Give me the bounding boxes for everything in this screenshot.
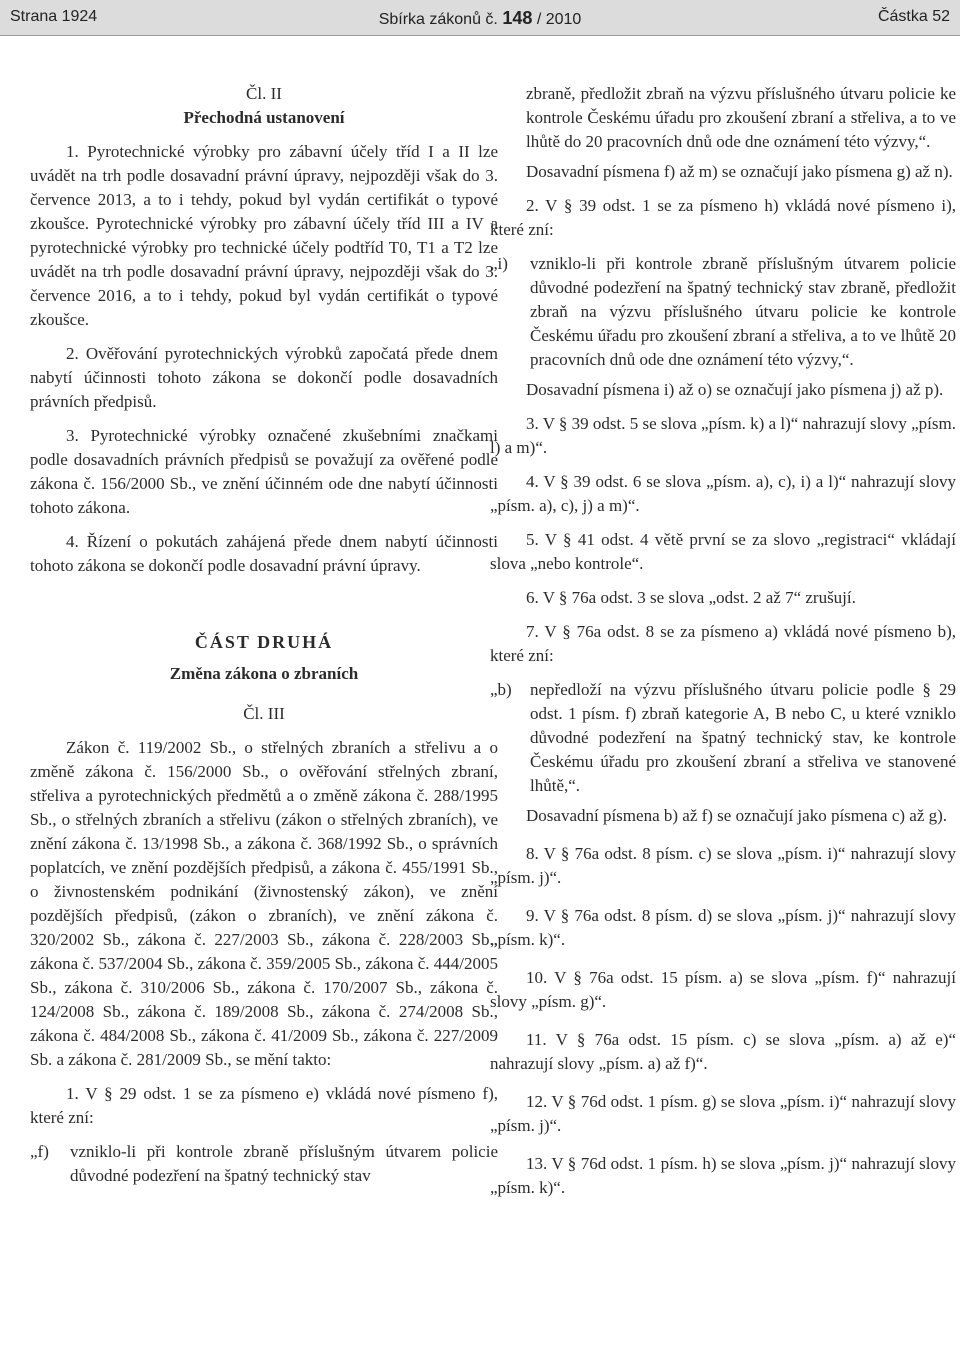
list-item-label: „b) xyxy=(490,680,512,699)
list-item-f xyxy=(30,1140,498,1188)
page-header xyxy=(0,0,960,36)
paragraph-r13: 8. V § 76a odst. 8 písm. c) se slova „písm. i)“ nahrazují slovy „písm. j)“. xyxy=(490,844,956,887)
paragraph-3: 3. Pyrotechnické výrobky označené zkušebními značkami podle dosavadních právních předpisů se považují za ověřené podle zákona č. 156/2000 Sb., ve znění účinném ode dne nabytí účinnosti tohoto zákona. xyxy=(30,426,498,517)
paragraph-1: 1. Pyrotechnické výrobky pro zábavní účely tříd I a II lze uvádět na trh podle dosavadní právní úpravy, nejpozději však do 3. července 2013, a to i tehdy, pokud byl vydán certifikát o typové zkoušce. Pyrotechnické výrobky pro zábavní účely tříd III a IV a pyrotechnické výrobky pro technické účely podtříd T0, T1 a T2 lze uvádět na trh podle dosavadní právní úpravy, nejpozději však do 3. července 2016, a to i tehdy, pokud byl vydán certifikát o typové zkoušce. xyxy=(30,142,498,329)
part-title: Změna zákona o zbraních xyxy=(169,664,359,683)
paragraph-r2: Dosavadní písmena f) až m) se označují jako písmena g) až n). xyxy=(526,162,953,181)
list-item-b xyxy=(490,678,956,798)
paragraph-r8: 5. V § 41 odst. 4 větě první se za slovo „registraci“ vkládají slova „nebo kontrole“. xyxy=(490,530,956,573)
list-item-text: vzniklo-li při kontrole zbraně příslušným útvarem policie důvodné podezření na špatný technický stav zbraně, předložit zbraň na výzvu příslušného útvaru policie ke kontrole Českému úřadu pro zkoušení zbraní a střeliva, a to ve lhůtě 20 pracovních dnů ode dne oznámení této výzvy,“. xyxy=(530,254,956,369)
paragraph-r16: 11. V § 76a odst. 15 písm. c) se slova „písm. a) až e)“ nahrazují slovy „písm. a) až f)“. xyxy=(490,1030,956,1073)
header-collection-number: 148 xyxy=(502,8,533,28)
paragraph-r10: 7. V § 76a odst. 8 se za písmeno a) vkládá nové písmeno b), které zní: xyxy=(490,622,956,665)
paragraph-r5: Dosavadní písmena i) až o) se označují jako písmena j) až p). xyxy=(526,380,944,399)
paragraph-4: 4. Řízení o pokutách zahájená přede dnem nabytí účinnosti tohoto zákona se dokončí podle dosavadní právní úpravy. xyxy=(30,532,498,575)
header-page-number: Strana 1924 xyxy=(10,8,98,25)
paragraph-r7: 4. V § 39 odst. 6 se slova „písm. a), c), i) a l)“ nahrazují slovy „písm. a), c), j) a m)“. xyxy=(490,472,956,515)
list-item-f-continued: zbraně, předložit zbraň na výzvu příslušného útvaru policie ke kontrole Českému úřadu pro zkoušení zbraní a střeliva, a to ve lhůtě do 20 pracovních dnů ode dne oznámení této výzvy,“. xyxy=(526,84,956,151)
header-collection xyxy=(0,8,960,29)
header-collection-year: / 2010 xyxy=(536,11,582,28)
list-item-i xyxy=(490,252,956,372)
paragraph-r14: 9. V § 76a odst. 8 písm. d) se slova „písm. j)“ nahrazují slovy „písm. k)“. xyxy=(490,906,956,949)
header-part: Částka 52 xyxy=(877,8,950,25)
article-3-heading: Čl. III xyxy=(243,704,285,723)
left-column xyxy=(30,82,498,1188)
list-item-label: „i) xyxy=(490,254,508,273)
part-heading: ČÁST DRUHÁ xyxy=(194,632,334,652)
paragraph-r3: 2. V § 39 odst. 1 se za písmeno h) vkládá nové písmeno i), které zní: xyxy=(490,196,956,239)
paragraph-r12: Dosavadní písmena b) až f) se označují jako písmena c) až g). xyxy=(526,806,948,825)
right-column xyxy=(490,82,956,1200)
list-item-text: vzniklo-li při kontrole zbraně příslušným útvarem policie důvodné podezření na špatný technický stav xyxy=(70,1142,498,1185)
paragraph-r15: 10. V § 76a odst. 15 písm. a) se slova „písm. f)“ nahrazují slovy „písm. g)“. xyxy=(490,968,956,1011)
paragraph-r17: 12. V § 76d odst. 1 písm. g) se slova „písm. i)“ nahrazují slovy „písm. j)“. xyxy=(490,1092,956,1135)
paragraph-6: 1. V § 29 odst. 1 se za písmeno e) vkládá nové písmeno f), které zní: xyxy=(30,1084,498,1127)
list-item-label: „f) xyxy=(30,1142,49,1161)
paragraph-5: Zákon č. 119/2002 Sb., o střelných zbraních a střelivu a o změně zákona č. 156/2000 Sb., o ověřování střelných zbraní, střeliva a pyrotechnických předmětů a o změně zákona č. 288/1995 Sb., o střelných zbraních a střelivu (zákon o střelných zbraních), ve znění zákona č. 13/1998 Sb., a zákona č. 368/1992 Sb., o správních poplatcích, ve znění pozdějších předpisů, a zákona č. 455/1991 Sb., o živnostenském podnikání (živnostenský zákon), ve znění pozdějších předpisů, (zákon o zbraních), ve znění zákona č. 320/2002 Sb., zákona č. 227/2003 Sb., zákona č. 228/2003 Sb., zákona č. 537/2004 Sb., zákona č. 359/2005 Sb., zákona č. 444/2005 Sb., zákona č. 310/2006 Sb., zákona č. 170/2007 Sb., zákona č. 124/2008 Sb., zákona č. 189/2008 Sb., zákona č. 274/2008 Sb., zákona č. 484/2008 Sb., zákona č. 41/2009 Sb., zákona č. 227/2009 Sb. a zákona č. 281/2009 Sb., se mění takto: xyxy=(30,738,498,1069)
article-heading: Čl. II xyxy=(246,84,282,103)
article-title: Přechodná ustanovení xyxy=(183,108,345,127)
paragraph-2: 2. Ověřování pyrotechnických výrobků započatá přede dnem nabytí účinnosti tohoto zákona se dokončí podle dosavadních právních předpisů. xyxy=(30,344,498,411)
list-item-text: nepředloží na výzvu příslušného útvaru policie podle § 29 odst. 1 písm. f) zbraň kategorie A, B nebo C, u které vzniklo důvodné podezření na špatný technický stav, ke kontrole Českému úřadu pro zkoušení zbraní a střeliva ve stanovené lhůtě,“. xyxy=(530,680,956,795)
paragraph-r9: 6. V § 76a odst. 3 se slova „odst. 2 až 7“ zrušují. xyxy=(526,588,856,607)
header-collection-prefix: Sbírka zákonů č. xyxy=(378,11,498,28)
paragraph-r18: 13. V § 76d odst. 1 písm. h) se slova „písm. j)“ nahrazují slovy „písm. k)“. xyxy=(490,1154,956,1197)
paragraph-r6: 3. V § 39 odst. 5 se slova „písm. k) a l)“ nahrazují slovy „písm. l) a m)“. xyxy=(490,414,956,457)
